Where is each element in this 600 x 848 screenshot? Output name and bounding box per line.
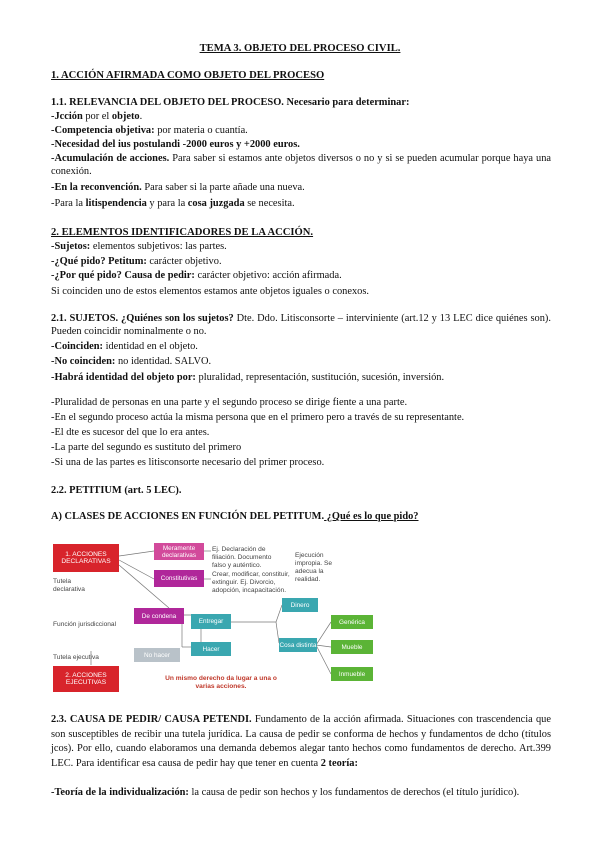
list-item: -Sujetos: elementos subjetivos: las partes. xyxy=(51,241,227,252)
note-meramente: Ej. Declaración de filiación. Documento falso y auténtico. xyxy=(212,546,272,569)
list-item: -La parte del segundo es sustituto del primero xyxy=(51,442,242,453)
page-title: TEMA 3. OBJETO DEL PROCESO CIVIL. xyxy=(199,43,401,54)
list-item: -No coinciden: no identidad. SALVO. xyxy=(51,356,212,367)
label-tutela-ejecutiva: Tutela ejecutiva xyxy=(53,654,99,661)
box-meramente-declarativas: Meramente declarativas xyxy=(154,543,204,560)
box-acciones-ejecutivas: 2. ACCIONES EJECUTIVAS xyxy=(53,666,119,692)
list-item: -Necesidad del ius postulandi -2000 euros y +2000 euros. xyxy=(51,139,300,150)
note-bottom: Un mismo derecho da lugar a una o varias acciones. xyxy=(165,675,277,690)
list-item: -Si una de las partes es litisconsorte necesario del primer proceso. xyxy=(51,457,325,468)
box-inmueble: Inmueble xyxy=(331,667,373,681)
note-ejecucion: Ejecución impropia. Se adecua la realidad. xyxy=(295,552,333,583)
box-cosa-distinta: Cosa distinta xyxy=(279,638,317,652)
list-item: -Coinciden: identidad en el objeto. xyxy=(51,341,198,352)
section-2-3-paragraph: 2.3. CAUSA DE PEDIR/ CAUSA PETENDI. Fundamento de la acción afirmada. Situaciones con trascendencia que son susceptibles de recibir una tutela jurídica. La causa de pedir se conforma de hechos y fundamentos de dcho (títulos jcos). Por ello, cuando elaboramos una demanda debemos alegar tanto hechos como fundamentos de derecho. Art.399 LEC. Para identificar esa causa de pedir hay que tener en cuenta 2 teoría: xyxy=(51,714,551,769)
box-de-condena: De condena xyxy=(134,608,184,624)
list-item: -¿Por qué pido? Causa de pedir: carácter objetivo: acción afirmada. xyxy=(51,270,342,281)
list-item: -El dte es sucesor del que lo era antes. xyxy=(51,427,210,438)
label-tutela-declarativa: Tutela declarativa xyxy=(53,578,85,593)
list-item: -Teoría de la individualización: la causa de pedir son hechos y los fundamentos de derechos (el título jurídico). xyxy=(51,787,520,798)
section-2-2-subheading: A) CLASES DE ACCIONES EN FUNCIÓN DEL PETITUM. ¿Qué es lo que pido? xyxy=(51,511,419,522)
list-item: -En la reconvención. Para saber si la parte añade una nueva. xyxy=(51,182,305,193)
actions-diagram xyxy=(51,535,451,695)
box-entregar: Entregar xyxy=(191,614,231,629)
list-item: -Competencia objetiva: por materia o cuantía. xyxy=(51,125,248,136)
section-1-1-heading: 1.1. RELEVANCIA DEL OBJETO DEL PROCESO. Necesario para determinar: xyxy=(51,97,410,108)
paragraph: Si coinciden uno de estos elementos estamos ante objetos iguales o conexos. xyxy=(51,286,370,297)
list-item: -Pluralidad de personas en una parte y el segundo proceso se dirige fiente a una parte. xyxy=(51,397,408,408)
section-2-heading: 2. ELEMENTOS IDENTIFICADORES DE LA ACCIÓN. xyxy=(51,227,314,238)
list-item: -Acumulación de acciones. Para saber si estamos ante objetos diversos o no y si se pueden acumular porque haya una conexión. xyxy=(51,153,551,177)
list-item: -Habrá identidad del objeto por: pluralidad, representación, sustitución, sucesión, inversión. xyxy=(51,372,445,383)
list-item: -En el segundo proceso actúa la misma persona que en el primero pero a través de su representante. xyxy=(51,412,465,423)
box-dinero: Dinero xyxy=(282,598,318,612)
box-constitutivas: Constitutivas xyxy=(154,570,204,587)
box-acciones-declarativas: 1. ACCIONES DECLARATIVAS xyxy=(53,544,119,572)
list-item: -Jcción por el objeto. xyxy=(51,111,143,122)
section-2-1-paragraph: 2.1. SUJETOS. ¿Quiénes son los sujetos? Dte. Ddo. Litisconsorte – interviniente (art.12 y 13 LEC dice quiénes son). Pueden coincidir nominalmente o no. xyxy=(51,313,551,337)
list-item: -Para la litispendencia y para la cosa juzgada se necesita. xyxy=(51,198,295,209)
box-generica: Genérica xyxy=(331,615,373,629)
box-mueble: Mueble xyxy=(331,640,373,654)
box-hacer: Hacer xyxy=(191,642,231,656)
box-no-hacer: No hacer xyxy=(134,648,180,662)
list-item: -¿Qué pido? Petitum: carácter objetivo. xyxy=(51,256,222,267)
note-constitutivas: Crear, modificar, constituir, extinguir. Ej. Divorcio, adopción, incapacitación. xyxy=(212,571,290,594)
section-1-heading: 1. ACCIÓN AFIRMADA COMO OBJETO DEL PROCESO xyxy=(51,70,325,81)
section-2-2-heading: 2.2. PETITIUM (art. 5 LEC). xyxy=(51,485,182,496)
label-funcion-jurisdiccional: Función jurisdiccional xyxy=(53,621,117,628)
